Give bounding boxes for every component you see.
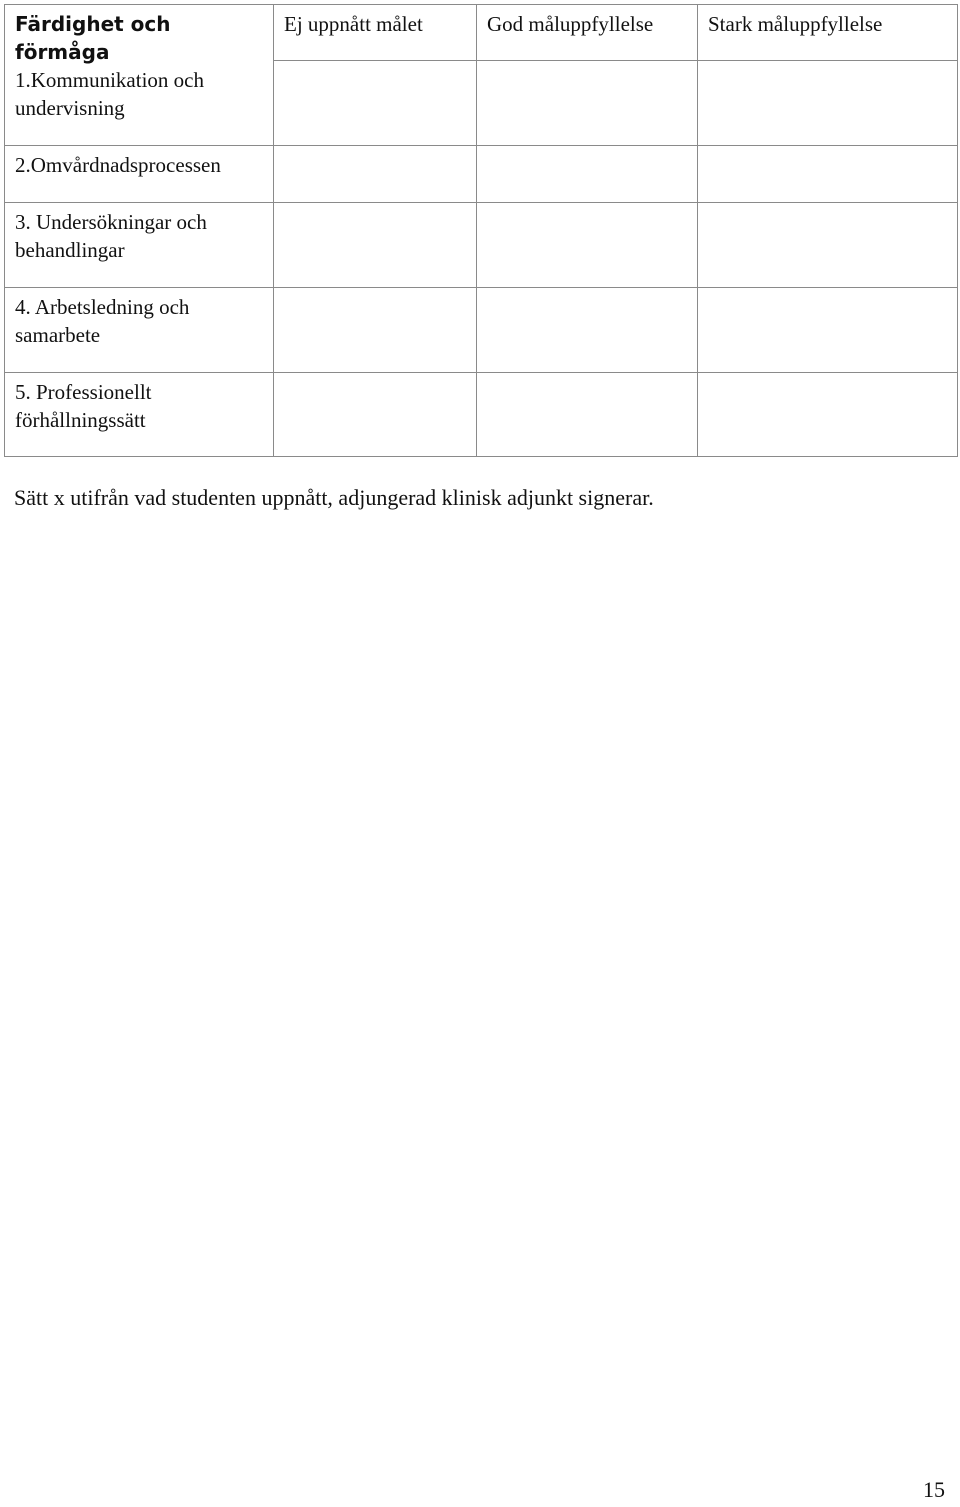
cell-not-achieved-2[interactable] bbox=[274, 146, 477, 203]
skill-cell-1 bbox=[5, 5, 274, 146]
cell-not-achieved-4[interactable] bbox=[274, 288, 477, 373]
column-header-good: God måluppfyllelse bbox=[477, 5, 697, 61]
cell-good-1[interactable] bbox=[477, 5, 698, 146]
table-row-2 bbox=[5, 146, 958, 203]
cell-strong-1[interactable] bbox=[698, 5, 958, 146]
skill-label-2: 2.Omvårdnadsprocessen bbox=[5, 146, 274, 203]
skill-label-1: 1.Kommunikation och undervisning bbox=[15, 68, 204, 120]
skill-header: Färdighet och förmåga bbox=[15, 12, 171, 64]
cell-good-3[interactable] bbox=[477, 203, 698, 288]
table-row-3 bbox=[5, 203, 958, 288]
cell-not-achieved-1[interactable] bbox=[274, 5, 477, 146]
skill-label-5: 5. Professionellt förhållningssätt bbox=[5, 373, 274, 457]
page-number: 15 bbox=[923, 1477, 945, 1502]
cell-not-achieved-3[interactable] bbox=[274, 203, 477, 288]
assessment-table bbox=[4, 4, 958, 457]
cell-not-achieved-5[interactable] bbox=[274, 373, 477, 457]
table-row-4 bbox=[5, 288, 958, 373]
cell-good-2[interactable] bbox=[477, 146, 698, 203]
skill-label-4: 4. Arbetsledning och samarbete bbox=[5, 288, 274, 373]
instruction-note: Sätt x utifrån vad studenten uppnått, adjungerad klinisk adjunkt signerar. bbox=[14, 485, 654, 510]
cell-strong-3[interactable] bbox=[698, 203, 958, 288]
cell-strong-5[interactable] bbox=[698, 373, 958, 457]
column-header-strong: Stark måluppfyllelse bbox=[698, 5, 957, 61]
cell-good-5[interactable] bbox=[477, 373, 698, 457]
table-row-5 bbox=[5, 373, 958, 457]
table-row-1 bbox=[5, 5, 958, 146]
column-header-not-achieved: Ej uppnått målet bbox=[274, 5, 476, 61]
cell-strong-4[interactable] bbox=[698, 288, 958, 373]
cell-good-4[interactable] bbox=[477, 288, 698, 373]
cell-strong-2[interactable] bbox=[698, 146, 958, 203]
skill-label-3: 3. Undersökningar och behandlingar bbox=[5, 203, 274, 288]
